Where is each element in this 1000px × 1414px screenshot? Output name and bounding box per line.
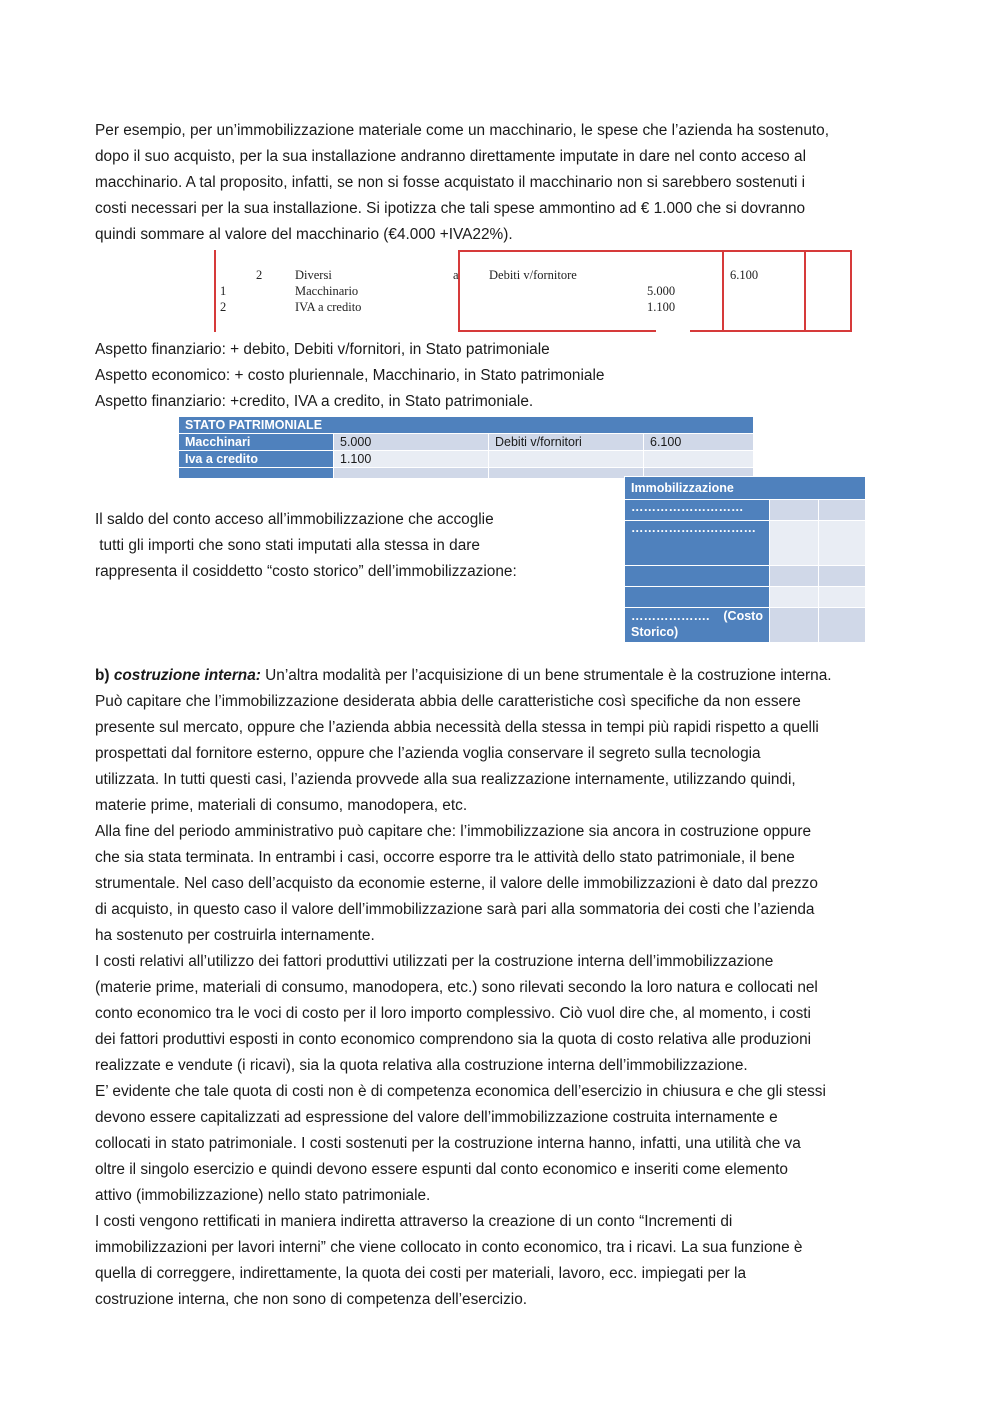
journal-debit-amount: 1.100 [647, 300, 676, 314]
table-cell [769, 587, 818, 608]
journal-divider [458, 250, 460, 332]
text-line: Il saldo del conto acceso all’immobilizzazione che accoglie [95, 511, 494, 528]
journal-row-number: 2 [256, 268, 263, 282]
table-cell [818, 587, 865, 608]
journal-debit-account: Macchinario [295, 284, 359, 298]
section-b-prefix: b) [95, 667, 114, 684]
table-cell [769, 566, 818, 587]
table-cell [625, 566, 770, 587]
table-cell [818, 500, 865, 521]
table-cell: ………………………… [625, 521, 770, 566]
table-row [625, 500, 866, 521]
text-line: attivo (immobilizzazione) nello stato patrimoniale. [95, 1187, 431, 1204]
section-b-heading: costruzione interna: [113, 667, 261, 684]
table-cell: Iva a credito [179, 451, 334, 468]
table-title: STATO PATRIMONIALE [179, 417, 754, 434]
aspect-line: Aspetto finanziario: + debito, Debiti v/fornitori, in Stato patrimoniale [95, 341, 550, 358]
table-cell [334, 468, 489, 479]
table-cell [644, 451, 754, 468]
table-cell [625, 608, 770, 643]
journal-entry [210, 250, 810, 332]
costo-storico-dots: ………………. [631, 609, 710, 623]
text-line: materie prime, materiali di consumo, manodopera, etc. [95, 797, 468, 814]
journal-line-number: 2 [220, 300, 227, 314]
intro-paragraph [95, 118, 910, 248]
table-cell [818, 608, 865, 643]
table-row [625, 608, 866, 643]
table-cell: 1.100 [334, 451, 489, 468]
text-line: collocati in stato patrimoniale. I costi sostenuti per la costruzione interna hanno, infatti, una utilità che va [95, 1135, 801, 1152]
journal-divider [214, 250, 216, 332]
text-line: ha sostenuto per costruirla internamente. [95, 927, 375, 944]
table-cell [769, 500, 818, 521]
table-cell [769, 608, 818, 643]
text-line: che sia stata terminata. In entrambi i casi, occorre esporre tra le attività dello stato patrimoniale, il bene [95, 849, 795, 866]
costo-storico-label: (Costo [723, 609, 763, 623]
text-line: costruzione interna, che non sono di competenza dell’esercizio. [95, 1291, 528, 1308]
table-row [625, 566, 866, 587]
costo-storico-label: Storico) [631, 625, 679, 639]
text-line: oltre il singolo esercizio e quindi devono essere espunti dal conto economico e inseriti come elemento [95, 1161, 788, 1178]
text-line: utilizzata. In tutti questi casi, l’azienda provvede alla sua realizzazione internamente, utilizzando quindi, [95, 771, 796, 788]
journal-line-number: 1 [220, 284, 227, 298]
journal-credit-amount: 6.100 [730, 268, 759, 282]
table-row [179, 451, 754, 468]
text-line: dei fattori produttivi esposti in conto economico comprendono sia la quota di costo relativa alle produzioni [95, 1031, 812, 1048]
text-line: E’ evidente che tale quota di costi non è di competenza economica dell’esercizio in chiusura e che gli stessi [95, 1083, 826, 1100]
journal-credit-account: Debiti v/fornitore [489, 268, 577, 282]
text-line: devono essere capitalizzati ad espressione del valore dell’immobilizzazione costruita internamente e [95, 1109, 778, 1126]
journal-box-border [690, 330, 852, 332]
table-cell: Macchinari [179, 434, 334, 451]
journal-divider [804, 250, 806, 332]
table-row [179, 434, 754, 451]
text-line: prospettati dal fornitore esterno, oppure che l’azienda voglia conservare il segreto sulla tecnologia [95, 745, 761, 762]
aspects-list [95, 337, 910, 415]
text-line: di acquisto, in questo caso il valore dell’immobilizzazione sarà pari alla sommatoria dei costi che l’azienda [95, 901, 815, 918]
text-line: (materie prime, materiali di consumo, manodopera, etc.) sono rilevati secondo la loro natura e collocati nel [95, 979, 818, 996]
table-row [625, 521, 866, 566]
text-line: Può capitare che l’immobilizzazione desiderata abbia delle caratteristiche così specifiche da non essere [95, 693, 801, 710]
text-line: rappresenta il cosiddetto “costo storico” dell’immobilizzazione: [95, 563, 517, 580]
table-cell: ……………………… [625, 500, 770, 521]
text-line: I costi vengono rettificati in maniera indiretta attraverso la creazione di un conto “Incrementi di [95, 1213, 733, 1230]
table-cell [769, 521, 818, 566]
section-b-first-line [95, 663, 910, 689]
stato-patrimoniale-table [178, 416, 754, 479]
text-line: conto economico tra le voci di costo per il loro importo complessivo. Ciò vuol dire che, al momento, i costi [95, 1005, 811, 1022]
journal-debit-account: IVA a credito [295, 300, 362, 314]
journal-divider [850, 250, 852, 332]
text-line: dopo il suo acquisto, per la sua installazione andranno direttamente imputate in dare nel conto acceso al [95, 148, 806, 165]
text-line: macchinario. A tal proposito, infatti, se non si fosse acquistato il macchinario non si sarebbero sostenuti i [95, 174, 806, 191]
journal-divider [722, 250, 724, 332]
text-line: costi necessari per la sua installazione. Si ipotizza che tali spese ammontino ad € 1.000 che si dovranno [95, 200, 806, 217]
aspect-line: Aspetto economico: + costo pluriennale, Macchinario, in Stato patrimoniale [95, 367, 605, 384]
table-cell [818, 566, 865, 587]
journal-a: a [453, 268, 459, 282]
text-line: Alla fine del periodo amministrativo può capitare che: l’immobilizzazione sia ancora in costruzione oppure [95, 823, 812, 840]
text-line: immobilizzazioni per lavori interni” che viene collocato in conto economico, tra i ricavi. La sua funzione è [95, 1239, 803, 1256]
saldo-paragraph [95, 507, 595, 585]
table-cell [625, 587, 770, 608]
table-cell: 5.000 [334, 434, 489, 451]
table-title: Immobilizzazione [625, 477, 866, 500]
text-line: realizzate e vendute (i ricavi), sia la quota relativa alla costruzione interna dell’immobilizzazione. [95, 1057, 748, 1074]
text-line: quella di correggere, indirettamente, la quota dei costi per materiali, lavoro, ecc. impiegati per la [95, 1265, 747, 1282]
text-line: strumentale. Nel caso dell’acquisto da economie esterne, il valore delle immobilizzazioni è dato dal prezzo [95, 875, 818, 892]
text-line: Un’altra modalità per l’acquisizione di un bene strumentale è la costruzione interna. [260, 667, 832, 684]
table-cell [818, 521, 865, 566]
table-cell [179, 468, 334, 479]
section-b [95, 663, 910, 1313]
journal-box-border [458, 250, 852, 252]
table-cell [489, 468, 644, 479]
table-cell: 6.100 [644, 434, 754, 451]
table-row [625, 587, 866, 608]
journal-debit-amount: 5.000 [647, 284, 676, 298]
text-line: tutti gli importi che sono stati imputati alla stessa in dare [95, 537, 480, 554]
table-cell: Debiti v/fornitori [489, 434, 644, 451]
text-line: I costi relativi all’utilizzo dei fattori produttivi utilizzati per la costruzione interna dell’immobilizzazione [95, 953, 774, 970]
text-line: Per esempio, per un’immobilizzazione materiale come un macchinario, le spese che l’azienda ha sostenuto, [95, 122, 830, 139]
journal-box-border [458, 330, 656, 332]
aspect-line: Aspetto finanziario: +credito, IVA a credito, in Stato patrimoniale. [95, 393, 534, 410]
table-cell [489, 451, 644, 468]
journal-diversi: Diversi [295, 268, 332, 282]
text-line: quindi sommare al valore del macchinario (€4.000 +IVA22%). [95, 226, 513, 243]
text-line: presente sul mercato, oppure che l’azienda abbia necessità della stessa in tempi più rapidi rispetto a quelli [95, 719, 819, 736]
immobilizzazione-table [624, 476, 866, 643]
